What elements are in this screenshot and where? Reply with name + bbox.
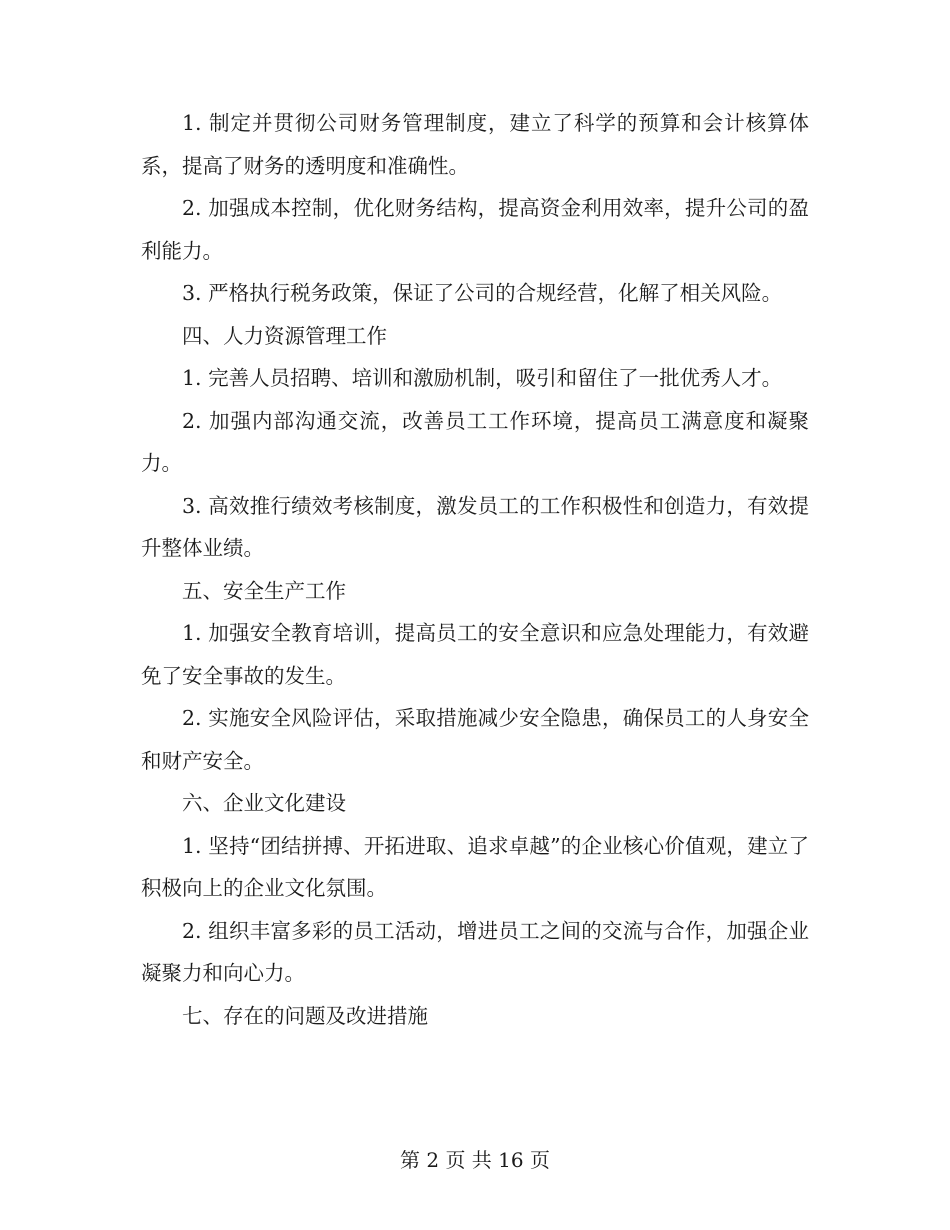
safety-item-1: 1. 加强安全教育培训，提高员工的安全意识和应急处理能力，有效避免了安全事故的发生。 <box>141 621 809 688</box>
culture-item-2: 2. 组织丰富多彩的员工活动，增进员工之间的交流与合作，加强企业凝聚力和向心力。 <box>141 918 809 985</box>
document-body <box>141 102 809 1037</box>
hr-item-3: 3. 高效推行绩效考核制度，激发员工的工作积极性和创造力，有效提升整体业绩。 <box>141 493 809 560</box>
section-heading-issues: 七、存在的问题及改进措施 <box>182 1003 428 1028</box>
page-footer: 第 2 页 共 16 页 <box>400 1148 550 1172</box>
finance-item-3: 3. 严格执行税务政策，保证了公司的合规经营，化解了相关风险。 <box>182 281 783 305</box>
finance-item-1: 1. 制定并贯彻公司财务管理制度，建立了科学的预算和会计核算体系，提高了财务的透明度和准确性。 <box>141 111 809 178</box>
hr-item-2: 2. 加强内部沟通交流，改善员工工作环境，提高员工满意度和凝聚力。 <box>141 408 809 475</box>
culture-item-1: 1. 坚持“团结拼搏、开拓进取、追求卓越”的企业核心价值观，建立了积极向上的企业文化氛围。 <box>141 833 809 900</box>
section-heading-safety: 五、安全生产工作 <box>182 578 346 603</box>
section-heading-hr: 四、人力资源管理工作 <box>182 323 387 348</box>
hr-item-1: 1. 完善人员招聘、培训和激励机制，吸引和留住了一批优秀人才。 <box>182 366 783 390</box>
safety-item-2: 2. 实施安全风险评估，采取措施减少安全隐患，确保员工的人身安全和财产安全。 <box>141 706 809 773</box>
finance-item-2: 2. 加强成本控制，优化财务结构，提高资金利用效率，提升公司的盈利能力。 <box>141 196 809 263</box>
section-heading-culture: 六、企业文化建设 <box>182 791 346 815</box>
